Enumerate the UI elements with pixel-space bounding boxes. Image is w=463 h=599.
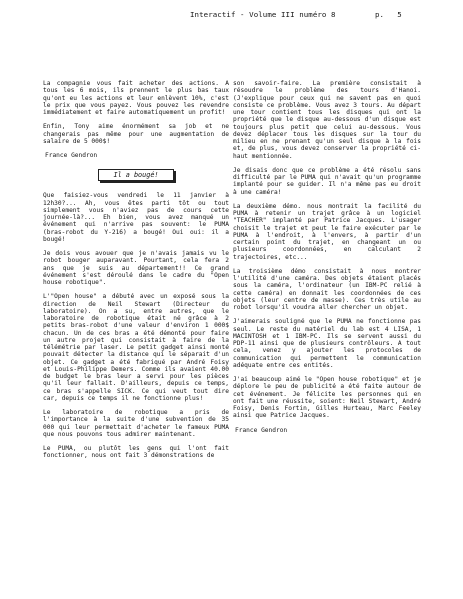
- author-signature: France Gendron: [235, 426, 288, 434]
- article-heading-box: Il a bougé!: [98, 169, 174, 181]
- newsletter-header-title: Interactif - Volume III numéro 8: [190, 10, 336, 19]
- paragraph: La deuxième démo. nous montrait la facilité du PUMA à retenir un trajet grâce à un logiciel "TEACHER" implanté par Patrice Jacques. L'usager choisit le trajet et peut le faire exécuter par le PUMA à l'endroit, à l'envers, à partir d'un certain point du trajet, en changeant un ou plusieurs coordonnées, en calculant 2 trajectoires, etc...: [233, 202, 421, 261]
- paragraph: Enfin, Tony aime énormément sa job et ne changerais pas même pour une augmentation de salaire de 5 000$!: [43, 123, 229, 145]
- page-number: [375, 10, 402, 19]
- paragraph: L'"Open house" a débuté avec un exposé sous la direction de Neil Stewart (Directeur du laboratoire). On a su, entre autres, que le laboratoire de robotique était né grâce à 2 petits bras-robot d'une valeur d'environ 1 000$ chacun. Un de ces bras a été démonté pour faire un autre projet qui consistait à faire de la télémétrie par laser. Le petit gadget ainsi monté pouvait détecter la distance qui le séparait d'un objet. Ce gadget a été fabriqué par André Foisy et Louis-Philippe Demers. Comme ils avaient 40.00 de budget le bras leur a servi pour les pièces qu'il leur fallait. D'ailleurs, depuis ce temps, ce bras s'appelle SICK. Ce qui veut tout dire car, depuis ce temps il ne fonctionne plus!: [43, 293, 229, 402]
- paragraph: J'aimerais souligné que le PUMA ne fonctionne pas seul. Le reste du matériel du lab est 4 LISA, 1 MACINTOSH et 1 IBM-PC. Ils se servent aussi du PDP-11 ainsi que de plusieurs contrôleurs. A tout cela, venez y ajouter les protocoles de communication qui permettent le communication adéquate entre ces entités.: [233, 318, 421, 369]
- paragraph: Que faisiez-vous vendredi le 11 janvier à 12h30?... Ah, vous êtes parti tôt ou tout simplement vous n'aviez pas de cours cette journée-là?... Eh bien, vous avez manqué un événement qui n'arrive pas souvent: le PUMA (bras-robot du Y-216) a bougé! Oui oui: il a bougé!: [43, 192, 229, 243]
- right-column: [233, 80, 421, 444]
- page-label: p.: [375, 10, 384, 19]
- paragraph: Le laboratoire de robotique a pris de l'importance à la suite d'une subvention de 35 000 qui leur permettait d'acheter le fameux PUMA que nous pouvons tous admirer maintenant.: [43, 409, 229, 438]
- paragraph: Je dois vous avouer que je n'avais jamais vu le robot bouger auparavant. Pourtant, cela fera 2 ans que je suis au département!! Ce grand événement s'est déroulé dans le cadre du "Open house robotique".: [43, 250, 229, 286]
- paragraph: La troisième démo consistait à nous montrer l'utilité d'une caméra. Des objets étaient placés sous la caméra, l'ordinateur (un IBM-PC relié à cette caméra) en donnait les coordonnées de ces objets (leur centre de masse). Ces très utile au robot lorsqu'il voudra aller chercher un objet.: [233, 267, 421, 311]
- paragraph: Le PUMA, ou plutôt les gens qui l'ont fait fonctionner, nous ont fait 3 démonstrations de: [43, 445, 229, 460]
- paragraph: La compagnie vous fait acheter des actions. A tous les 6 mois, ils prennent le plus bas taux qu'ont eu les actions et leur enlèvent 10%, c'est le prix que vous payez. Vous pouvez les revendre immédiatement et faire automatiquement un profit!: [43, 80, 229, 116]
- paragraph: J'ai beaucoup aimé le "Open house robotique" et je déplore le peu de publicité a été faite autour de cet événement. Je félicite les personnes qui en ont fait une réussite, soient: Neil Stewart, André Foisy, Denis Fortin, Gilles Hurteau, Marc Feeley ainsi que Patrice Jacques.: [233, 376, 421, 420]
- left-column: [43, 80, 229, 467]
- paragraph: son savoir-faire. La première consistait à résoudre le problème des tours d'Hanoi. (J'explique pour ceux qui ne savent pas en quoi consiste ce problème. Vous avez 3 tours. Au départ une tour contient tous les disques qui ont la propriété que le disque au-dessous d'un disque est toujours plus petit que celui au-dessous. Vous devez déplacer tous les disques sur la tour du milieu en ne prenant qu'un seul disque à la fois et, de plus, vous devez conserver la propriété ci-haut mentionnée.: [233, 80, 421, 160]
- author-signature: France Gendron: [45, 152, 98, 159]
- paragraph: Je disais donc que ce problème a été résolu sans difficulté par le PUMA qui n'avait qu'un programme implanté pour se guider. Il n'a même pas eu droit à une caméra!: [233, 166, 421, 196]
- page-number-value: 5: [397, 10, 402, 19]
